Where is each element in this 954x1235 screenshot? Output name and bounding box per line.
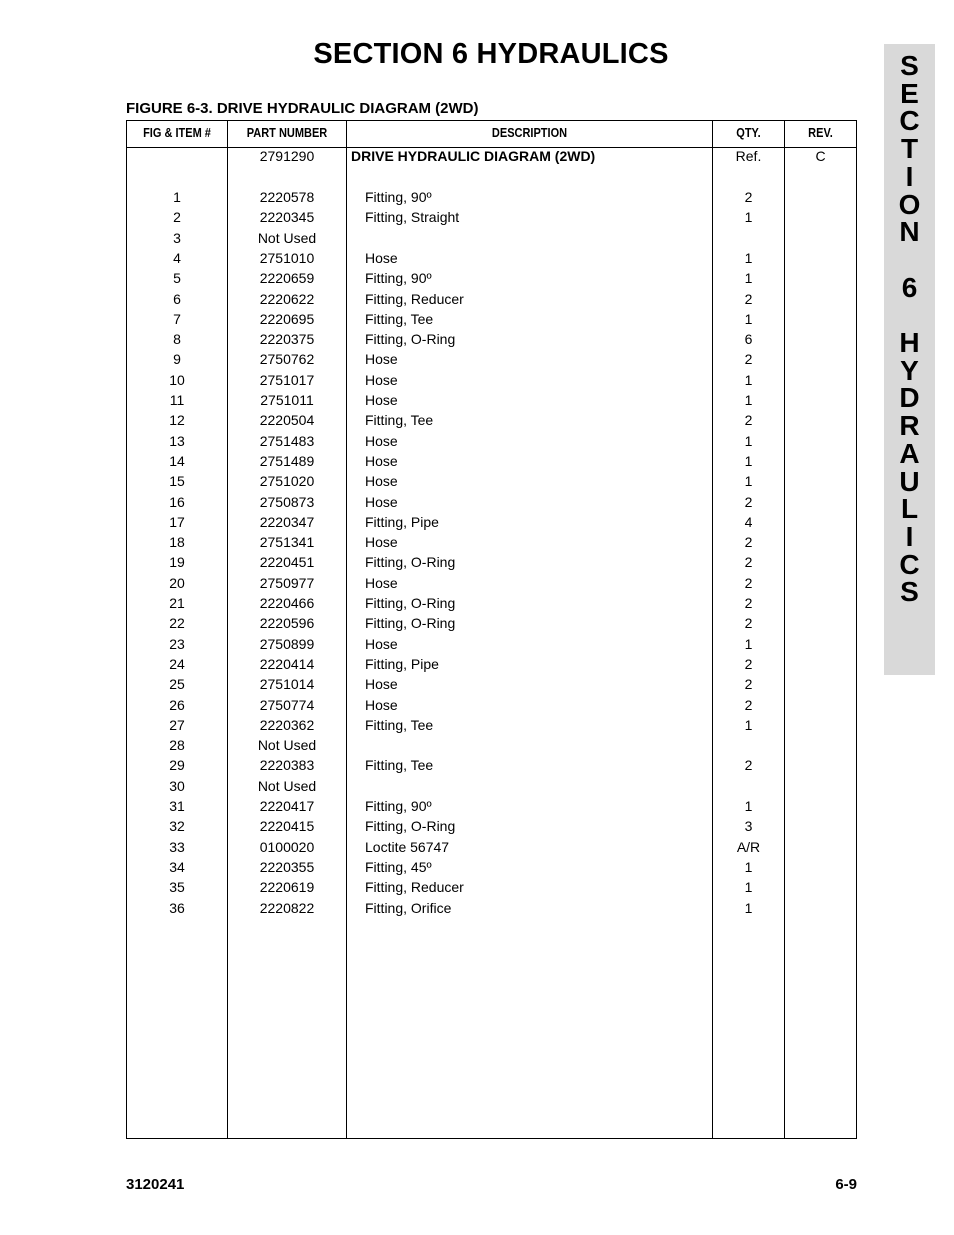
cell-description: Fitting, Tee	[365, 716, 434, 733]
cell-item: 7	[173, 310, 181, 327]
cell-item: 28	[169, 737, 185, 754]
cell-description: Fitting, 45º	[365, 858, 432, 875]
header-fig-item: FIG & ITEM #	[143, 126, 211, 140]
cell-qty: 1	[744, 310, 753, 327]
cell-part-number: Not Used	[257, 777, 317, 794]
cell-part-number: 2220375	[259, 331, 315, 348]
side-tab-letter: C	[899, 548, 920, 580]
side-tab-letters	[884, 52, 935, 606]
table-row	[127, 248, 856, 268]
cell-description: Fitting, O-Ring	[365, 554, 456, 571]
table-row	[127, 634, 856, 654]
table-row	[127, 370, 856, 390]
cell-description: Hose	[365, 249, 398, 266]
section-title: SECTION 6 HYDRAULICS	[313, 38, 669, 70]
table-row	[127, 187, 856, 207]
cell-part-number: 2220347	[259, 513, 315, 530]
side-tab-letter: I	[905, 520, 914, 552]
cell-part-number: 2220578	[259, 189, 315, 205]
table-row	[127, 816, 856, 836]
table-row	[127, 695, 856, 715]
side-tab-letter	[884, 301, 935, 329]
cell-part-number: 2750873	[259, 493, 315, 510]
cell-part-number: 2220695	[259, 310, 315, 327]
cell-part-number: Not Used	[257, 737, 317, 754]
cell-description: Loctite 56747	[365, 838, 450, 855]
cell-qty: 2	[744, 189, 753, 205]
cell-part-number: 2220466	[259, 595, 315, 611]
cell-item: 4	[173, 249, 181, 266]
cell-item: 1	[173, 189, 181, 205]
cell-part-number: 2220355	[259, 858, 315, 875]
cell-qty: 1	[744, 249, 753, 266]
cell-qty: 2	[744, 412, 753, 429]
cell-qty: 1	[744, 899, 753, 916]
table-row	[127, 898, 856, 918]
table-row	[127, 349, 856, 369]
cell-qty: 2	[744, 696, 753, 713]
cell-description: Hose	[365, 452, 398, 469]
table-row	[127, 309, 856, 329]
side-tab-letter: Y	[900, 354, 919, 386]
cell-description: Fitting, Tee	[365, 412, 434, 429]
cell-qty: 2	[744, 615, 753, 632]
header-description: DESCRIPTION	[491, 126, 568, 140]
cell-part-number: 2750762	[259, 351, 315, 368]
table-row	[127, 410, 856, 430]
cell-qty: 1	[744, 858, 753, 875]
table-row	[127, 837, 856, 857]
cell-rev: C	[815, 148, 826, 164]
cell-description: Fitting, O-Ring	[365, 331, 456, 348]
side-tab-letter: O	[898, 188, 921, 220]
side-tab-letter: E	[900, 77, 919, 109]
cell-qty: 6	[744, 331, 753, 348]
cell-item: 13	[169, 432, 185, 449]
table-row	[127, 593, 856, 613]
cell-qty: 2	[744, 534, 753, 551]
side-tab-letter: R	[899, 410, 920, 442]
footer-page-number: 6-9	[835, 1176, 857, 1193]
cell-item: 36	[169, 899, 185, 916]
cell-item: 32	[169, 818, 185, 835]
cell-item: 10	[169, 371, 185, 388]
cell-item: 20	[169, 574, 185, 591]
cell-qty: 1	[744, 635, 753, 652]
cell-qty: 1	[744, 209, 753, 226]
cell-item: 29	[169, 757, 185, 774]
table-row	[127, 735, 856, 755]
cell-description: Hose	[365, 473, 398, 490]
cell-part-number: 2220362	[259, 716, 315, 733]
cell-qty: A/R	[736, 838, 761, 855]
table-row	[127, 796, 856, 816]
cell-description: Fitting, 90º	[365, 270, 432, 287]
table-row	[127, 289, 856, 309]
cell-item: 18	[169, 534, 185, 551]
cell-description: Fitting, Pipe	[365, 513, 439, 530]
cell-item: 25	[169, 676, 185, 693]
cell-item: 9	[173, 351, 181, 368]
table-row	[127, 268, 856, 288]
table-header-row	[127, 121, 856, 148]
side-tab-letter	[884, 246, 935, 274]
cell-qty: 2	[744, 351, 753, 368]
cell-item: 31	[169, 798, 185, 814]
cell-item: 30	[169, 777, 185, 794]
cell-qty: 1	[744, 371, 753, 388]
cell-part-number: 2751017	[259, 371, 315, 388]
side-tab-letter: L	[900, 493, 919, 525]
table-row	[127, 492, 856, 512]
table-row	[127, 471, 856, 491]
table-row	[127, 207, 856, 227]
cell-part-number: 2220345	[259, 209, 315, 226]
cell-description: Hose	[365, 635, 398, 652]
cell-qty: 2	[744, 757, 753, 774]
table-row	[127, 654, 856, 674]
side-tab-letter: N	[899, 216, 920, 248]
table-row	[127, 613, 856, 633]
side-tab-letter: S	[900, 576, 919, 608]
table-row	[127, 715, 856, 735]
cell-qty: 2	[744, 655, 753, 672]
cell-description: Hose	[365, 432, 398, 449]
cell-description: Hose	[365, 392, 398, 408]
cell-item: 27	[169, 716, 185, 733]
cell-part-number: 2751010	[259, 249, 315, 266]
cell-part-number: 2220383	[259, 757, 315, 774]
table-row	[127, 228, 856, 248]
cell-item: 35	[169, 879, 185, 896]
cell-part-number: 2220596	[259, 615, 315, 632]
cell-item: 26	[169, 696, 185, 713]
cell-qty: 2	[744, 676, 753, 693]
cell-item: 34	[169, 858, 185, 875]
table-row-reference	[127, 146, 856, 166]
cell-qty: 2	[744, 554, 753, 571]
cell-item: 14	[169, 452, 185, 469]
cell-part-number: 2750977	[259, 574, 315, 591]
cell-description: Fitting, Reducer	[365, 879, 464, 896]
section-side-tab	[884, 44, 935, 675]
cell-item: 5	[173, 270, 181, 287]
cell-description: Hose	[365, 351, 398, 368]
cell-description: Hose	[365, 493, 398, 510]
side-tab-letter: D	[899, 382, 920, 414]
cell-item: 3	[173, 229, 181, 246]
cell-part-number: 2220659	[259, 270, 315, 287]
cell-description: Fitting, 90º	[365, 798, 432, 814]
cell-description: Fitting, Reducer	[365, 290, 464, 307]
side-tab-letter: H	[899, 327, 920, 359]
cell-qty: Ref.	[735, 148, 762, 164]
table-row	[127, 776, 856, 796]
cell-qty: 1	[744, 879, 753, 896]
cell-qty: 2	[744, 290, 753, 307]
side-tab-letter: A	[899, 437, 920, 469]
cell-qty: 1	[744, 392, 753, 408]
cell-part-number: 0100020	[259, 838, 315, 855]
table-row	[127, 573, 856, 593]
cell-part-number: 2751489	[259, 452, 315, 469]
cell-description: Hose	[365, 534, 398, 551]
cell-qty: 1	[744, 473, 753, 490]
cell-description: Hose	[365, 676, 398, 693]
cell-item: 21	[169, 595, 185, 611]
header-part-number: PART NUMBER	[246, 126, 328, 140]
cell-description: Fitting, O-Ring	[365, 818, 456, 835]
side-tab-letter: T	[900, 133, 919, 165]
side-tab-letter: C	[899, 105, 920, 137]
cell-item: 8	[173, 331, 181, 348]
cell-qty: 4	[744, 513, 753, 530]
side-tab-letter: U	[899, 465, 920, 497]
table-row	[127, 390, 856, 410]
cell-description: Fitting, Orifice	[365, 899, 452, 916]
footer-doc-number: 3120241	[126, 1176, 185, 1193]
cell-qty: 2	[744, 595, 753, 611]
cell-qty: 1	[744, 452, 753, 469]
cell-description: Fitting, Tee	[365, 310, 434, 327]
cell-description: Fitting, Pipe	[365, 655, 439, 672]
cell-item: 11	[169, 392, 185, 408]
cell-qty: 1	[744, 432, 753, 449]
cell-part-number: 2220504	[259, 412, 315, 429]
header-rev: REV.	[808, 126, 833, 140]
cell-item: 33	[169, 838, 185, 855]
cell-part-number: 2220417	[259, 798, 315, 814]
cell-qty: 2	[744, 574, 753, 591]
cell-part-number: 2220415	[259, 818, 315, 835]
cell-qty: 1	[744, 798, 753, 814]
table-row	[127, 532, 856, 552]
cell-part-number: 2220619	[259, 879, 315, 896]
cell-item: 16	[169, 493, 185, 510]
cell-item: 24	[169, 655, 185, 672]
cell-description: Fitting, O-Ring	[365, 595, 456, 611]
cell-part-number: 2751341	[259, 534, 315, 551]
cell-part-number: 2750899	[259, 635, 315, 652]
cell-description: Fitting, Tee	[365, 757, 434, 774]
table-row	[127, 755, 856, 775]
cell-part-number: 2751020	[259, 473, 315, 490]
cell-part-number: 2751014	[259, 676, 315, 693]
parts-table	[126, 120, 857, 1139]
cell-qty: 1	[744, 716, 753, 733]
figure-title: FIGURE 6-3. DRIVE HYDRAULIC DIAGRAM (2WD)	[126, 100, 479, 117]
cell-part-number: 2220822	[259, 899, 315, 916]
table-row	[127, 512, 856, 532]
cell-qty: 2	[744, 493, 753, 510]
cell-item: 12	[169, 412, 185, 429]
cell-part-number: Not Used	[257, 229, 317, 246]
cell-description: Hose	[365, 371, 398, 388]
side-tab-letter: S	[900, 50, 919, 81]
cell-description: Fitting, 90º	[365, 189, 432, 205]
table-row	[127, 674, 856, 694]
cell-part-number: 2220451	[259, 554, 315, 571]
cell-item: 22	[169, 615, 185, 632]
cell-item: 6	[173, 290, 181, 307]
cell-part-number: 2751011	[260, 392, 314, 408]
cell-item: 23	[169, 635, 185, 652]
cell-qty: 1	[744, 270, 753, 287]
table-row	[127, 877, 856, 897]
cell-description: Hose	[365, 574, 398, 591]
table-row	[127, 857, 856, 877]
cell-item: 15	[169, 473, 185, 490]
side-tab-letter: 6	[901, 271, 918, 303]
cell-part-number: 2220414	[259, 655, 315, 672]
cell-part-number: 2220622	[259, 290, 315, 307]
cell-item: 17	[169, 513, 185, 530]
cell-description: Hose	[365, 696, 398, 713]
cell-item: 2	[173, 209, 181, 226]
table-row	[127, 552, 856, 572]
cell-description: DRIVE HYDRAULIC DIAGRAM (2WD)	[351, 148, 596, 164]
table-row	[127, 431, 856, 451]
table-row	[127, 451, 856, 471]
cell-part-number: 2791290	[259, 148, 315, 164]
cell-part-number: 2751483	[259, 432, 315, 449]
cell-description: Fitting, Straight	[365, 209, 460, 226]
cell-qty: 3	[744, 818, 753, 835]
cell-item: 19	[169, 554, 185, 571]
cell-part-number: 2750774	[259, 696, 315, 713]
table-row	[127, 329, 856, 349]
header-qty: QTY.	[736, 126, 761, 140]
side-tab-letter: I	[905, 160, 914, 192]
cell-description: Fitting, O-Ring	[365, 615, 456, 632]
